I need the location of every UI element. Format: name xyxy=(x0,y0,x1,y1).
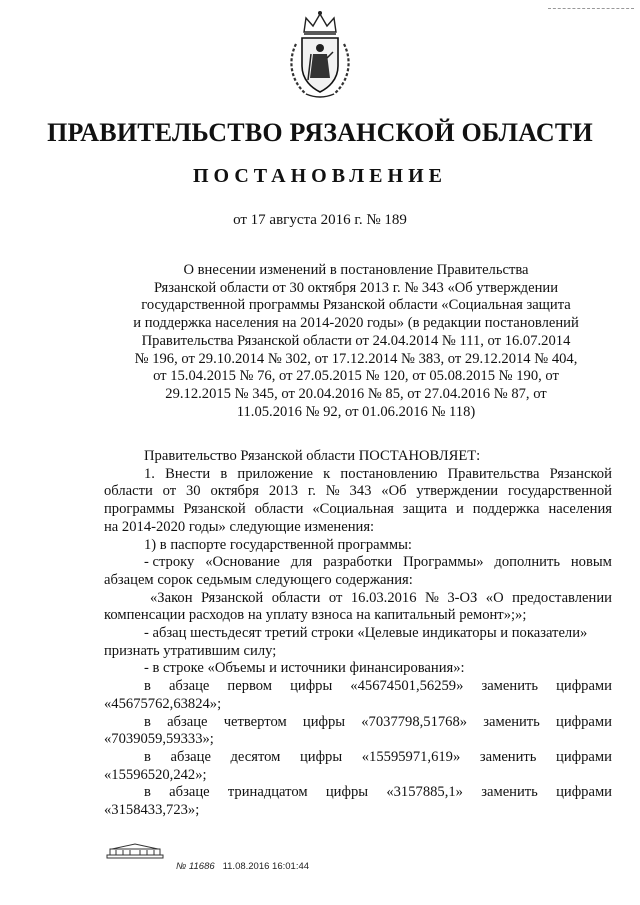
document-type: ПОСТАНОВЛЕНИЕ xyxy=(193,165,447,187)
document-body xyxy=(104,448,612,820)
word: новым xyxy=(570,554,612,571)
word: «7037798,51768» xyxy=(361,713,468,730)
word: абзаце xyxy=(167,713,208,730)
word: цифры xyxy=(302,713,346,730)
subject-line: № 196, от 29.10.2014 № 302, от 17.12.2014 № 383, от 29.12.2014 № 404, xyxy=(134,350,578,367)
word: в xyxy=(144,678,151,695)
word: 30 xyxy=(186,483,201,500)
paragraph-line xyxy=(104,714,612,732)
word: постановлению xyxy=(340,465,438,482)
word: от xyxy=(162,483,177,500)
registration-datetime: 11.08.2016 16:01:44 xyxy=(222,861,310,872)
subject-line: О внесении изменений в постановление Правительства xyxy=(183,262,529,278)
document-subject xyxy=(116,262,596,421)
word: и xyxy=(456,501,464,518)
subject-line: 29.12.2015 № 345, от 20.04.2016 № 85, от 27.04.2016 № 87, от xyxy=(165,385,547,402)
word: для xyxy=(290,554,313,571)
word: к xyxy=(323,465,331,482)
word: в xyxy=(144,784,151,801)
registration-stamp xyxy=(176,861,309,872)
paragraph-line xyxy=(104,678,612,696)
decree-line: Правительство Рязанской области ПОСТАНОВЛЯЕТ: xyxy=(144,448,481,464)
word: цифрами xyxy=(556,713,612,730)
word: защита xyxy=(402,501,448,518)
word: Рязанской xyxy=(183,501,246,518)
word: «Социальная xyxy=(312,501,394,518)
registration-number: № 11686 xyxy=(176,861,215,872)
subject-line: Правительства Рязанской области от 24.04.2014 № 111, от 16.07.2014 xyxy=(141,332,571,349)
word: «15595971,619» xyxy=(361,748,461,765)
word: десятом xyxy=(230,748,281,765)
word: заменить xyxy=(479,748,537,765)
word: Внести xyxy=(165,465,211,482)
subject-line: от 15.04.2015 № 76, от 27.05.2015 № 120, от 05.08.2015 № 190, от xyxy=(153,368,559,385)
word: в xyxy=(144,748,151,765)
word: четвертом xyxy=(223,713,287,730)
word: «3157885,1» xyxy=(386,784,463,801)
word: утверждении xyxy=(416,483,499,500)
coat-of-arms-icon xyxy=(286,8,354,100)
paragraph-line: - абзац шестьдесят третий строки «Целевые индикаторы и показатели» xyxy=(144,625,588,642)
word: абзаце xyxy=(170,748,211,765)
government-title: ПРАВИТЕЛЬСТВО РЯЗАНСКОЙ ОБЛАСТИ xyxy=(47,118,593,147)
word: г. xyxy=(307,483,316,500)
word: приложение xyxy=(237,465,313,482)
word: абзаце xyxy=(168,678,210,695)
word: 2013 xyxy=(268,483,299,500)
word: цифрами xyxy=(556,678,612,695)
word: «45674501,56259» xyxy=(350,678,464,695)
word: абзаце xyxy=(169,784,210,801)
word: № xyxy=(424,589,439,606)
word: № xyxy=(325,483,340,500)
paragraph-line xyxy=(104,784,612,802)
paragraph-line: на 2014-2020 годы» следующие изменения: xyxy=(104,518,375,535)
word: заменить xyxy=(483,713,540,730)
word: Правительства xyxy=(447,465,540,482)
word: предоставлении xyxy=(512,589,612,606)
word: цифры xyxy=(299,748,343,765)
word: «Об xyxy=(381,483,407,500)
building-logo-icon xyxy=(106,843,164,859)
word: цифрами xyxy=(556,748,612,765)
word: Программы» xyxy=(403,554,484,571)
word: «О xyxy=(485,589,504,606)
word: программы xyxy=(104,501,175,518)
paragraph-line xyxy=(104,466,612,484)
paragraph-line xyxy=(104,483,612,501)
word: заменить xyxy=(481,678,539,695)
word: области xyxy=(271,589,321,606)
paragraph-line xyxy=(104,590,612,608)
paragraph-line: компенсации расходов на уплату взноса на капитальный ремонт»;»; xyxy=(104,607,527,624)
word: дополнить xyxy=(494,554,560,571)
paragraph-line xyxy=(104,749,612,767)
scan-edge-mark xyxy=(548,8,634,11)
word: в xyxy=(144,713,151,730)
paragraph-line: «7039059,59333»; xyxy=(104,731,214,748)
paragraph-line: «45675762,63824»; xyxy=(104,695,222,712)
paragraph-line: признать утратившим силу; xyxy=(104,642,277,659)
word: 343 xyxy=(349,483,372,500)
subject-line: и поддержка населения на 2014-2020 годы» (в редакции постановлений xyxy=(133,315,579,332)
word: октября xyxy=(210,483,259,500)
paragraph-line: «15596520,242»; xyxy=(104,766,207,783)
word: - строку xyxy=(144,554,195,571)
word: 16.03.2016 xyxy=(350,589,417,606)
word: государственной xyxy=(507,483,612,500)
subject-line: Рязанской области от 30 октября 2013 г. № 343 «Об утверждении xyxy=(153,279,559,296)
word: 1. xyxy=(144,465,155,482)
word: цифры xyxy=(325,784,369,801)
word: от xyxy=(328,589,343,606)
paragraph-line: - в строке «Объемы и источники финансирования»: xyxy=(144,660,465,677)
word: области xyxy=(254,501,304,518)
word: поддержка xyxy=(472,501,540,518)
word: населения xyxy=(548,501,612,518)
word: 3-ОЗ xyxy=(447,589,478,606)
document-date-number: от 17 августа 2016 г. № 189 xyxy=(233,212,407,228)
paragraph-line xyxy=(104,554,612,572)
word: тринадцатом xyxy=(227,784,308,801)
list-item: 1) в паспорте государственной программы: xyxy=(144,536,412,553)
word: «Закон xyxy=(150,589,193,606)
subject-line: 11.05.2016 № 92, от 01.06.2016 № 118) xyxy=(236,403,476,420)
paragraph-line: абзацем сорок седьмым следующего содержания: xyxy=(104,571,413,588)
word: разработки xyxy=(323,554,393,571)
word: заменить xyxy=(481,784,538,801)
word: Рязанской xyxy=(200,589,264,606)
word: Рязанской xyxy=(549,465,612,482)
subject-line: государственной программы Рязанской области «Социальная защита xyxy=(141,297,571,314)
paragraph-line xyxy=(104,501,612,519)
word: цифры xyxy=(290,678,333,695)
word: в xyxy=(220,465,228,482)
word: области xyxy=(104,483,153,500)
word: первом xyxy=(227,678,273,695)
word: цифрами xyxy=(556,784,612,801)
paragraph-line: «3158433,723»; xyxy=(104,802,200,819)
word: «Основание xyxy=(205,554,280,571)
